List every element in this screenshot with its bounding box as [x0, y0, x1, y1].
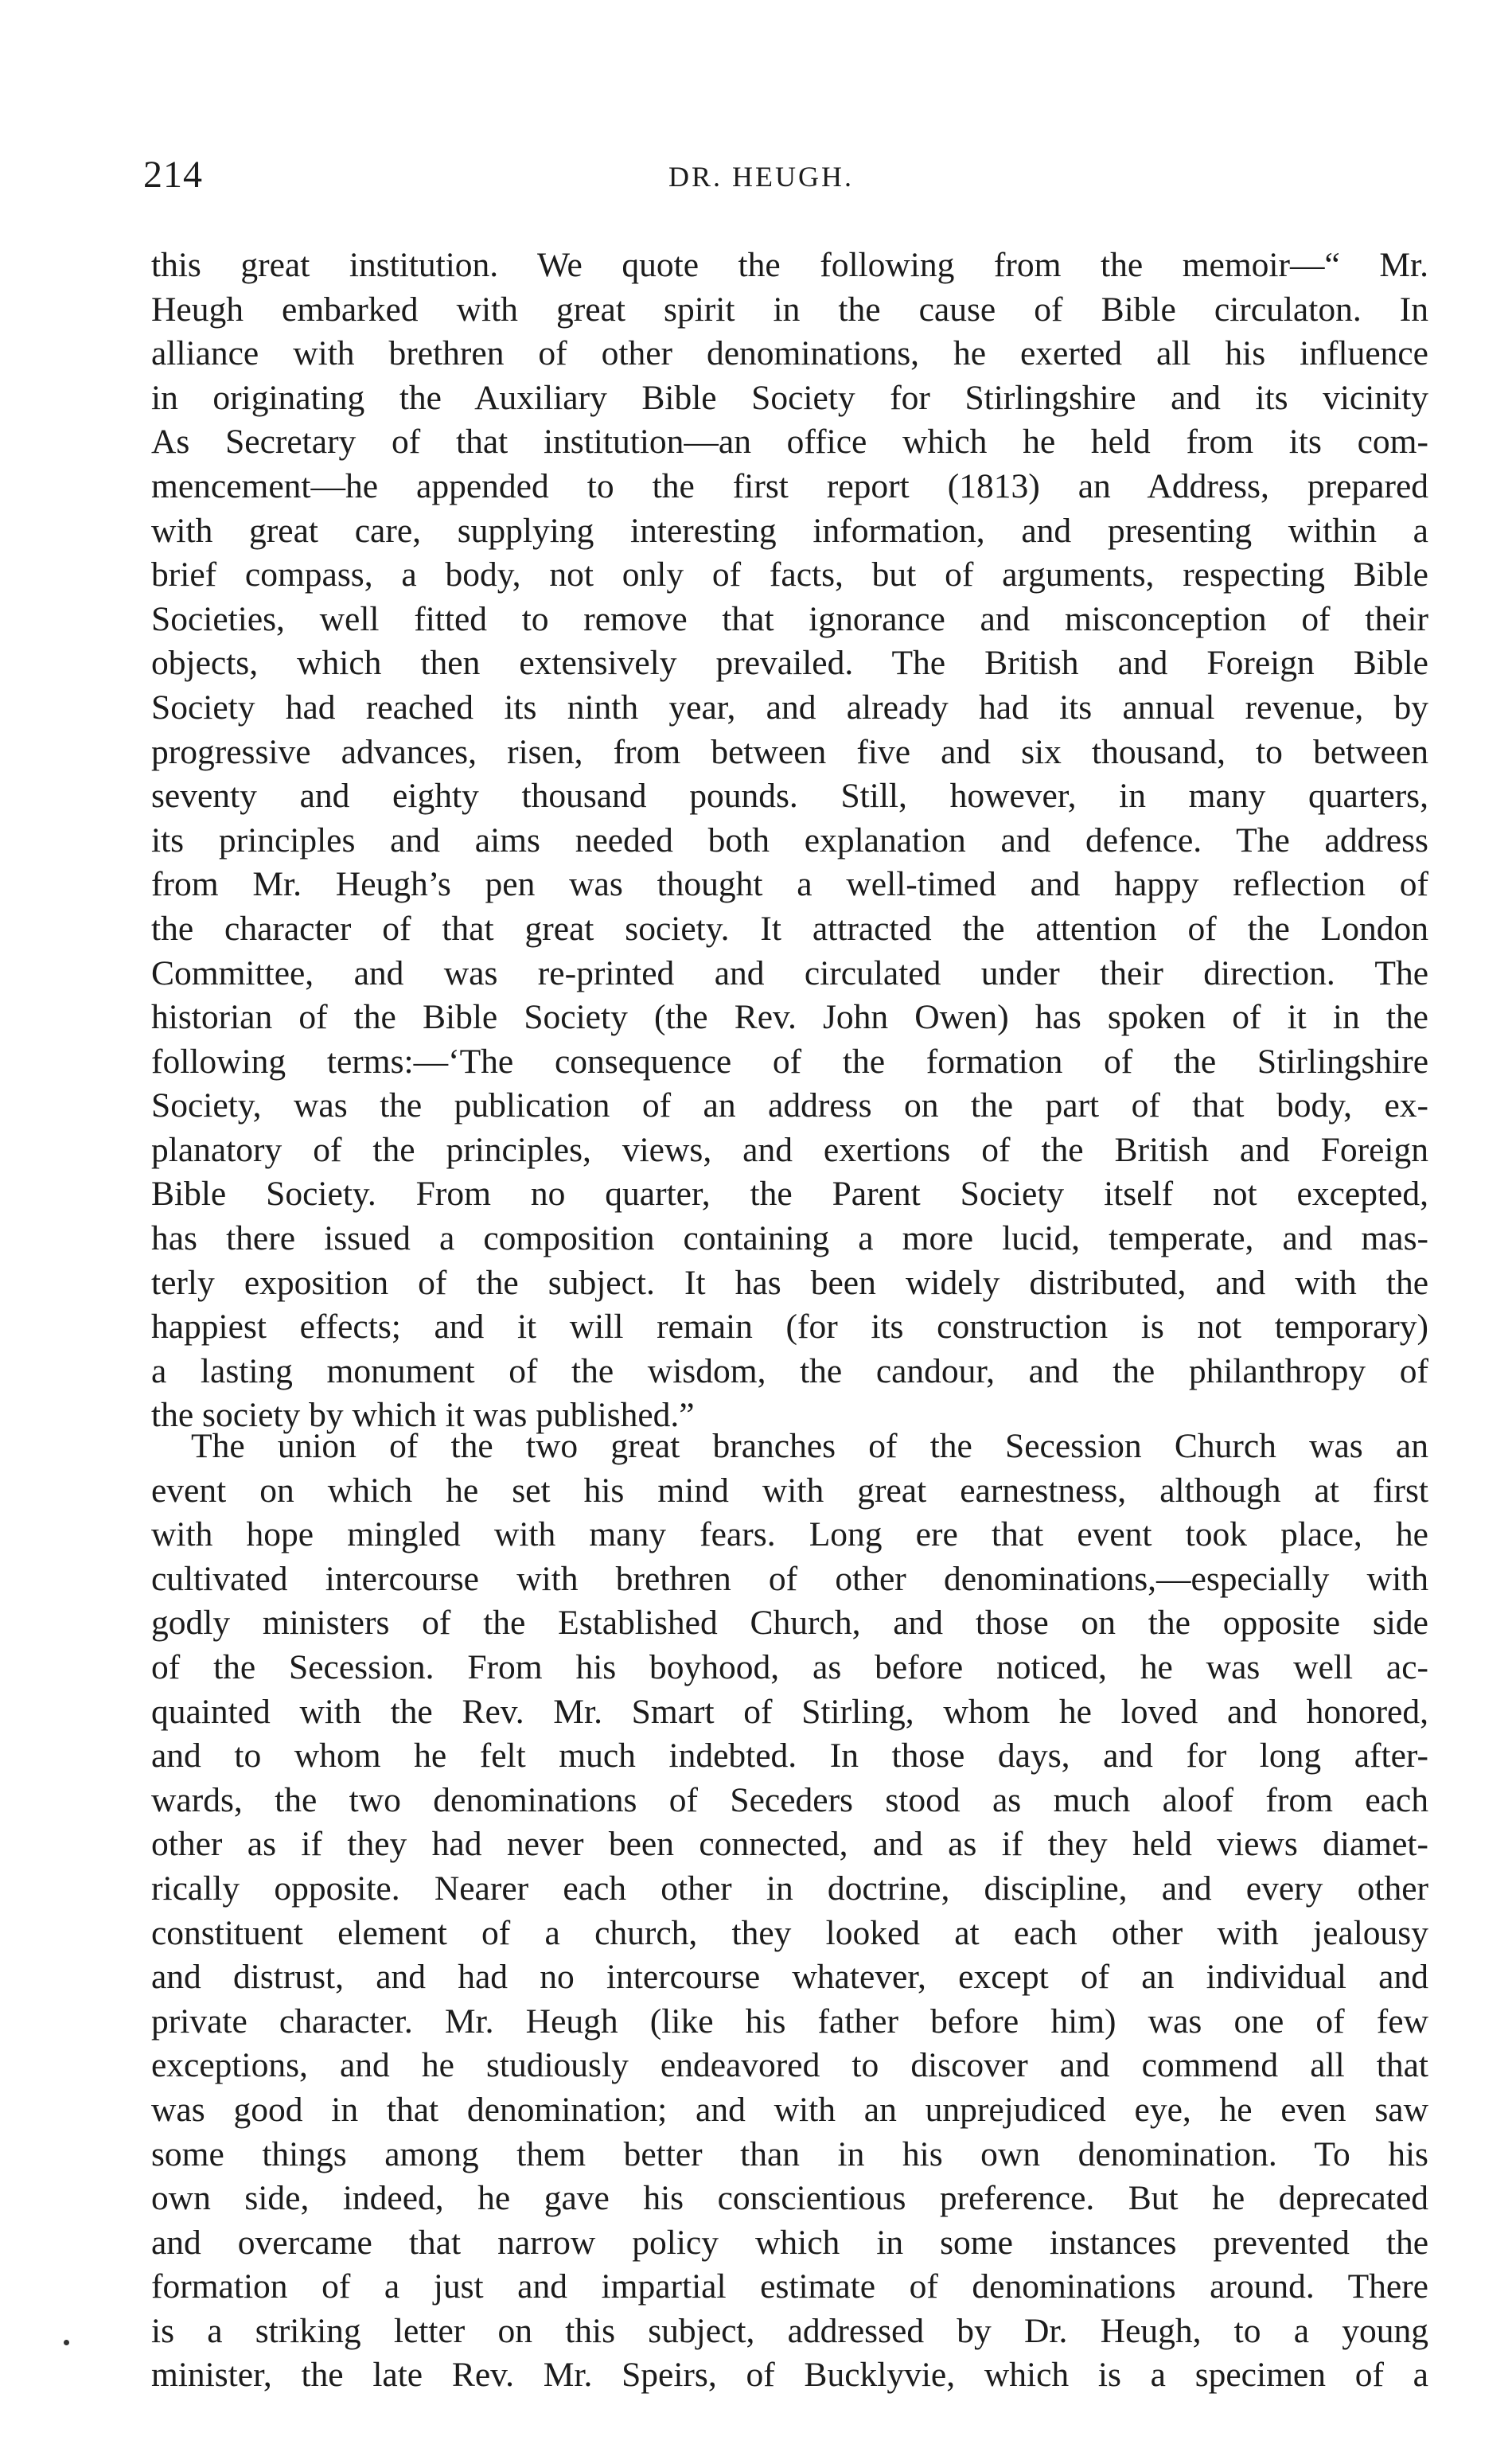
text-line: its principles and aims needed both explanation and defence. The address — [151, 821, 1428, 860]
text-line: of the Secession. From his boyhood, as before noticed, he was well ac- — [151, 1647, 1428, 1686]
text-line: exceptions, and he studiously endeavored to discover and commend all that — [151, 2046, 1428, 2085]
text-line: following terms:—‘The consequence of the formation of the Stirlingshire — [151, 1042, 1428, 1081]
text-line: quainted with the Rev. Mr. Smart of Stirling, whom he loved and honored, — [151, 1692, 1428, 1731]
text-line: wards, the two denominations of Seceders stood as much aloof from each — [151, 1780, 1428, 1819]
paragraph-bible-society — [151, 244, 1428, 1438]
text-line: Heugh embarked with great spirit in the cause of Bible circulaton. In — [151, 290, 1428, 329]
text-line: historian of the Bible Society (the Rev. John Owen) has spoken of it in the — [151, 998, 1428, 1037]
text-line: and overcame that narrow policy which in some instances prevented the — [151, 2223, 1428, 2262]
text-line: The union of the two great branches of the Secession Church was an — [191, 1427, 1428, 1465]
text-line: and distrust, and had no intercourse whatever, except of an individual and — [151, 1958, 1428, 1997]
text-line: seventy and eighty thousand pounds. Still, however, in many quarters, — [151, 777, 1428, 816]
text-line: Societies, well fitted to remove that ignorance and misconception of their — [151, 599, 1428, 638]
text-line: progressive advances, risen, from between five and six thousand, to between — [151, 732, 1428, 771]
text-line: terly exposition of the subject. It has been widely distributed, and with the — [151, 1263, 1428, 1302]
text-line: a lasting monument of the wisdom, the candour, and the philanthropy of — [151, 1351, 1428, 1390]
text-line: is a striking letter on this subject, addressed by Dr. Heugh, to a young — [151, 2311, 1428, 2350]
text-line: private character. Mr. Heugh (like his father before him) was one of few — [151, 2002, 1428, 2041]
text-line: event on which he set his mind with great earnestness, although at first — [151, 1471, 1428, 1510]
text-line: has there issued a composition containing a more lucid, temperate, and mas- — [151, 1219, 1428, 1258]
text-line: formation of a just and impartial estimate of denominations around. There — [151, 2267, 1428, 2306]
page-header — [143, 151, 1432, 199]
running-head: DR. HEUGH. — [668, 161, 854, 193]
paragraph-secession-union — [151, 1425, 1428, 2398]
text-line: some things among them better than in his own denomination. To his — [151, 2134, 1428, 2173]
text-line: Committee, and was re-printed and circulated under their direction. The — [151, 953, 1428, 992]
text-line: alliance with brethren of other denominations, he exerted all his influence — [151, 334, 1428, 373]
text-line: happiest effects; and it will remain (for its construction is not temporary) — [151, 1308, 1428, 1347]
text-line: constituent element of a church, they looked at each other with jealousy — [151, 1913, 1428, 1952]
text-line: As Secretary of that institution—an office which he held from its com- — [151, 423, 1428, 462]
text-line: in originating the Auxiliary Bible Society for Stirlingshire and its vicinity — [151, 378, 1428, 417]
text-line: godly ministers of the Established Church, and those on the opposite side — [151, 1604, 1428, 1643]
page-number: 214 — [143, 154, 203, 196]
text-line: own side, indeed, he gave his conscientious preference. But he deprecated — [151, 2179, 1428, 2218]
text-line: cultivated intercourse with brethren of other denominations,—especially with — [151, 1559, 1428, 1598]
text-line: the character of that great society. It attracted the attention of the London — [151, 909, 1428, 948]
text-line: Society had reached its ninth year, and already had its annual revenue, by — [151, 688, 1428, 727]
text-line: Bible Society. From no quarter, the Parent Society itself not excepted, — [151, 1175, 1428, 1214]
text-line: rically opposite. Nearer each other in doctrine, discipline, and every other — [151, 1869, 1428, 1908]
text-line: mencement—he appended to the first report (1813) an Address, prepared — [151, 466, 1428, 505]
text-line: with great care, supplying interesting information, and presenting within a — [151, 511, 1428, 550]
text-line: from Mr. Heugh’s pen was thought a well-timed and happy reflection of — [151, 865, 1428, 904]
text-line: and to whom he felt much indebted. In those days, and for long after- — [151, 1737, 1428, 1776]
text-line: other as if they had never been connected, and as if they held views diamet- — [151, 1825, 1428, 1864]
margin-speck — [64, 2340, 69, 2345]
text-line: the society by which it was published.” — [151, 1396, 695, 1435]
text-line: minister, the late Rev. Mr. Speirs, of Bucklyvie, which is a specimen of a — [151, 2356, 1428, 2395]
text-line: objects, which then extensively prevailed. The British and Foreign Bible — [151, 644, 1428, 683]
text-line: Society, was the publication of an address on the part of that body, ex- — [151, 1086, 1428, 1125]
text-line: with hope mingled with many fears. Long ere that event took place, he — [151, 1515, 1428, 1554]
text-line: was good in that denomination; and with an unprejudiced eye, he even saw — [151, 2090, 1428, 2129]
text-line: this great institution. We quote the following from the memoir—“ Mr. — [151, 246, 1428, 284]
text-line: brief compass, a body, not only of facts, but of arguments, respecting Bible — [151, 555, 1428, 594]
text-line: planatory of the principles, views, and exertions of the British and Foreign — [151, 1130, 1428, 1169]
